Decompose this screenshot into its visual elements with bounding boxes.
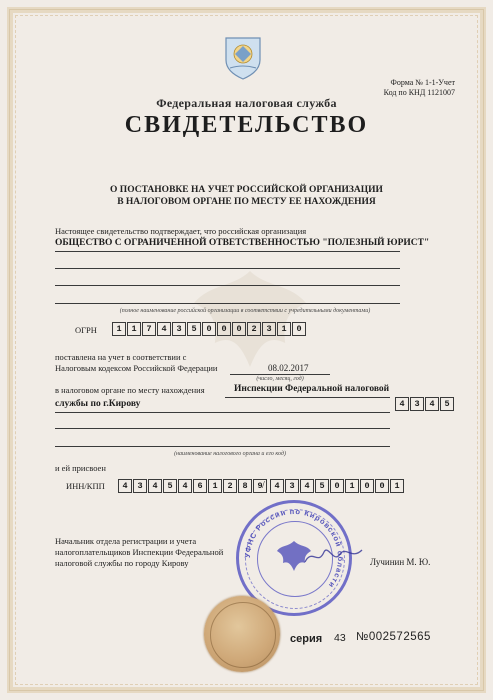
signatory-name: Лучинин М. Ю.: [370, 557, 431, 567]
inn-kpp-label: ИНН/КПП: [66, 481, 105, 491]
authority-code-digit: 5: [440, 397, 454, 411]
signatory-position: [55, 536, 223, 569]
ogrn-digit: 3: [262, 322, 276, 336]
ogrn-digit: 1: [112, 322, 126, 336]
kpp-digit: 1: [345, 479, 359, 493]
authority-code-boxes: [395, 397, 455, 411]
rule-line: [230, 374, 330, 375]
ogrn-digit: 0: [292, 322, 306, 336]
ogrn-digit: 0: [232, 322, 246, 336]
date-hint: (число, месяц, год): [256, 376, 304, 382]
form-info: [384, 78, 455, 98]
org-name-hint: (полное наименование российской организации в соответствии с учредительными документами): [119, 308, 371, 314]
position-line-3: налоговой службы по городу Кирову: [55, 558, 189, 568]
inn-digit: 6: [193, 479, 207, 493]
agency-name: Федеральная налоговая служба: [156, 96, 337, 110]
inn-digit: 4: [148, 479, 162, 493]
assigned-label: и ей присвоен: [55, 463, 106, 473]
kpp-digit: 0: [375, 479, 389, 493]
rule-line: [55, 268, 400, 269]
ogrn-label: ОГРН: [75, 325, 97, 335]
inn-digit: 9: [253, 479, 267, 493]
inn-kpp-separator: /: [262, 480, 265, 491]
series-number: 43: [334, 632, 346, 644]
rule-line: [55, 251, 400, 252]
inn-digit: 8: [238, 479, 252, 493]
inn-digit: 4: [118, 479, 132, 493]
authority-name-line-2: службы по г.Кирову: [55, 399, 141, 409]
inn-boxes: [118, 479, 268, 493]
inn-digit: 5: [163, 479, 177, 493]
kpp-digit: 5: [315, 479, 329, 493]
rule-line: [55, 428, 390, 429]
ogrn-digit: 7: [142, 322, 156, 336]
ogrn-digit: 1: [277, 322, 291, 336]
series-label: серия: [290, 633, 323, 645]
rule-line: [55, 412, 390, 413]
seal-ring: [210, 602, 276, 668]
authority-name-line-1: Инспекции Федеральной налоговой: [234, 384, 390, 394]
rule-line: [55, 446, 390, 447]
subtitle-line-2: В НАЛОГОВОМ ОРГАНЕ ПО МЕСТУ ЕЕ НАХОЖДЕНИЯ: [117, 197, 376, 207]
kpp-digit: 4: [300, 479, 314, 493]
inn-digit: 1: [208, 479, 222, 493]
inn-digit: 3: [133, 479, 147, 493]
rule-line: [55, 303, 400, 304]
ogrn-boxes: [112, 322, 307, 336]
rule-line: [55, 285, 400, 286]
intro-text: Настоящее свидетельство подтверждает, что российская организация: [55, 226, 307, 236]
hologram-seal: [204, 596, 280, 672]
kpp-digit: 1: [390, 479, 404, 493]
organization-name: ОБЩЕСТВО С ОГРАНИЧЕННОЙ ОТВЕТСТВЕННОСТЬЮ "ПОЛЕЗНЫЙ ЮРИСТ": [55, 238, 430, 248]
registration-date: 08.02.2017: [268, 363, 309, 373]
knd-code: Код по КНД 1121007: [383, 88, 455, 97]
inn-digit: 4: [178, 479, 192, 493]
serial-number: №002572565: [356, 631, 431, 643]
inn-digit: 2: [223, 479, 237, 493]
ogrn-digit: 0: [217, 322, 231, 336]
authority-hint: (наименование налогового органа и его код): [174, 451, 286, 457]
ogrn-digit: 5: [187, 322, 201, 336]
kpp-digit: 0: [360, 479, 374, 493]
fns-emblem-icon: [222, 34, 264, 80]
form-number: Форма № 1-1-Учет: [390, 78, 455, 87]
ogrn-digit: 4: [157, 322, 171, 336]
stamp-text: УФНС России по Кировской области: [242, 506, 346, 591]
ogrn-digit: 2: [247, 322, 261, 336]
rule-line: [225, 397, 390, 398]
kpp-digit: 3: [285, 479, 299, 493]
authority-code-digit: 4: [425, 397, 439, 411]
kpp-digit: 4: [270, 479, 284, 493]
kpp-digit: 0: [330, 479, 344, 493]
ogrn-digit: 3: [172, 322, 186, 336]
signature-mark: [300, 540, 370, 570]
kpp-boxes: [270, 479, 405, 493]
authority-label: в налоговом органе по месту нахождения: [55, 385, 205, 395]
ogrn-digit: 1: [127, 322, 141, 336]
registered-line-1: поставлена на учет в соответствии с: [55, 352, 187, 362]
authority-code-digit: 3: [410, 397, 424, 411]
ogrn-digit: 0: [202, 322, 216, 336]
document-title: СВИДЕТЕЛЬСТВО: [124, 112, 369, 138]
position-line-2: налогоплательщиков Инспекции Федеральной: [55, 547, 224, 557]
document-subtitle: [0, 184, 493, 208]
registered-line-2: Налоговым кодексом Российской Федерации: [55, 363, 218, 373]
authority-code-digit: 4: [395, 397, 409, 411]
subtitle-line-1: О ПОСТАНОВКЕ НА УЧЕТ РОССИЙСКОЙ ОРГАНИЗАЦИИ: [110, 185, 383, 195]
position-line-1: Начальник отдела регистрации и учета: [55, 536, 197, 546]
